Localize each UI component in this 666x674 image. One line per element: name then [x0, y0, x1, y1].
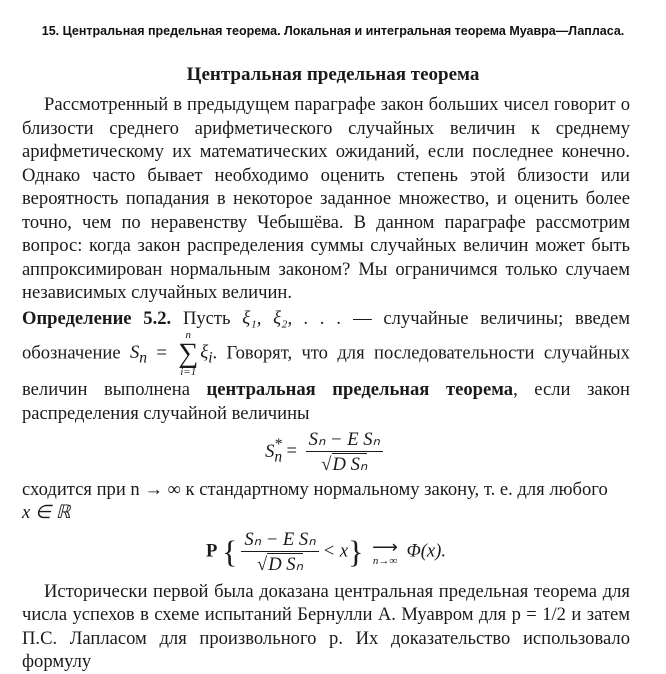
history-paragraph: Исторически первой была доказана центральная предельная теорема для числа успехов в схеме испытаний Бернулли А. Муавром для p = 1/2 и затем П.С. Лапласом для произвольного p. Их доказательство использовало формулу: [22, 580, 630, 672]
document-body: [22, 93, 630, 674]
convergence-text: сходится при n → ∞ к стандартному нормальному закону, т. е. для любого x ∈ ℝ: [22, 478, 608, 524]
formula-convergence: P { $\frac{\text{Sₙ − E Sₙ}}{\text{√D Sₙ}}$ < x} ⟶ n→∞ Φ(x).: [205, 528, 447, 576]
definition-term: центральная предельная теорема: [206, 379, 514, 400]
definition-text-1: Пусть: [182, 307, 231, 329]
definition-text-2: — случайные величины; введем обозначение: [22, 307, 630, 364]
section-title: Центральная предельная теорема: [186, 64, 480, 85]
definition-text-3: . Говорят, что для последовательности случайных величин выполнена: [22, 342, 630, 400]
definition-text-4: , если закон распределения случайной величины: [22, 379, 631, 424]
fraction-1: $\frac{\text{Sₙ − E Sₙ}}{\text{√D Sₙ}}$: [306, 429, 383, 476]
sum-operator: n ∑ i=1: [178, 329, 199, 378]
x-in-r: x ∈ ℝ: [22, 502, 71, 524]
sequence-xi: ξ₁, ξ₂, . . .: [242, 307, 342, 329]
xi-i: $\xi_i$: [200, 342, 213, 367]
sn-symbol: $S_n$: [129, 342, 148, 367]
fraction-2: $\frac{\text{Sₙ − E Sₙ}}{\text{√D Sₙ}}$: [241, 529, 318, 576]
formula-normalized-sum: $S_n^*$ = $\frac{\text{Sₙ − E Sₙ}}{\text{√D Sₙ}}$: [22, 429, 630, 476]
definition-title: Определение 5.2.: [22, 307, 172, 329]
limit-arrow: ⟶ n→∞: [372, 536, 398, 567]
definition-paragraph: Определение 5.2. Пусть ξ₁, ξ₂, . . . — случайные величины; введем обозначение $S_n$ = n ∑ i=1 $\xi_i$. Говорят, что для последовательности случайных величин выполнена центральная предельная теорема, если закон распределения случайной величины: [22, 307, 631, 424]
intro-paragraph: Рассмотренный в предыдущем параграфе закон больших чисел говорит о близости среднего арифметического случайных величин к среднему арифметическому их математических ожиданий, если последнее конечно. Однако часто бывает необходимо оценить степень этой близости или вероятность попадания в некоторое заданное множество, и оценить более точно, чем по неравенству Чебышёва. В данном параграфе рассмотрим вопрос: когда закон распределения суммы случайных величин может быть аппроксимирован нормальным законом? Мы ограничимся только случаем независимых случайных величин.: [22, 94, 630, 303]
document-header: 15. Центральная предельная теорема. Локальная и интегральная теорема Муавра—Лапласа.: [41, 24, 625, 38]
